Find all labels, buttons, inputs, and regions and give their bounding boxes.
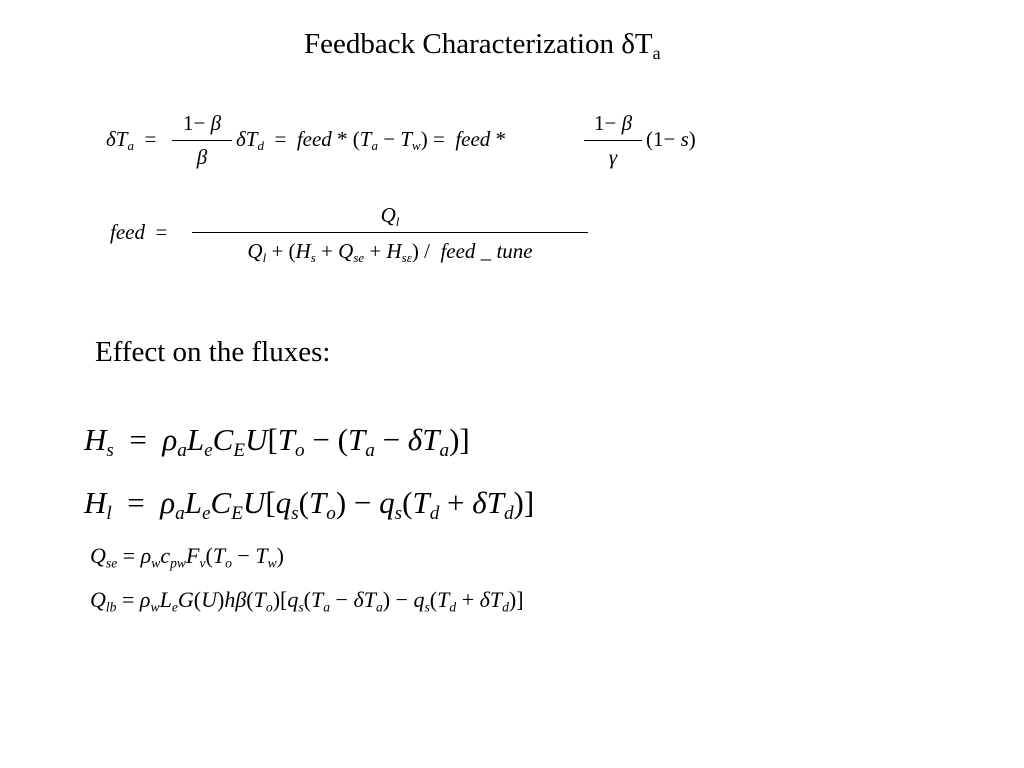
eq2-fraction: $Q_l$ $Q_l + (H_s + Q_{se} + H_{s\varepsilon})$ / feed _ tune [192,203,588,264]
eq1-tail: (1− s) [646,127,696,151]
equation-hs: $H_s = \rho_aL_eC_EU[T_o - (T_a - \delta T_a)]$ [84,422,470,462]
equation-qse: $Q_{se} = \rho_wc_{pw}F_v(T_o - T_w)$ [90,543,284,571]
equation-qlb: $Q_{lb} = \rho_wL_eG(U)h\beta(T_o)[q_s(T_a - \delta T_a) - q_s(T_d + \delta T_d)]$ [90,587,524,615]
eq1-lhs: $\delta T_a$ = [106,127,157,154]
eq1-fraction-gamma: 1− β γ [584,111,642,170]
section-heading: Effect on the fluxes: [95,336,331,368]
equation-hl: $H_l = \rho_aL_eC_EU[q_s(T_o) - q_s(T_d + \delta T_d)]$ [84,485,535,525]
eq1-middle: $\delta T_d$ = feed * $(T_a - T_w)$ = feed * [236,127,507,154]
eq1-fraction-beta: 1− β β [172,111,232,170]
slide-title: Feedback Characterization $\delta T_a$ [304,28,661,63]
eq2-lhs: feed = [110,220,168,244]
